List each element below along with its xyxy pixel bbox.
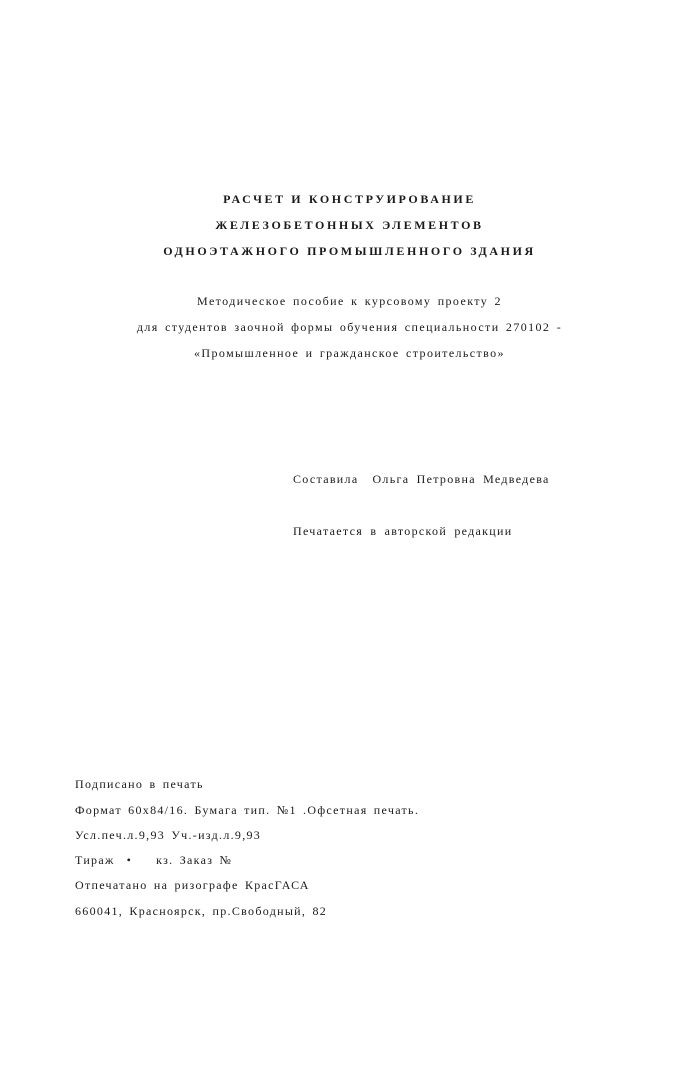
compiler-label: Составила (293, 472, 359, 486)
subtitle-line-3: «Промышленное и гражданское строительство» (194, 346, 505, 360)
imprint-sheets: Усл.печ.л.9,93 Уч.-изд.л.9,93 (75, 828, 262, 842)
imprint-printed: Отпечатано на ризографе КрасГАСА (75, 878, 310, 892)
subtitle-line-1: Методическое пособие к курсовому проекту 2 (197, 294, 502, 308)
imprint-order: кз. Заказ № (156, 853, 233, 867)
edition-note: Печатается в авторской редакции (293, 524, 513, 538)
title-line-1: РАСЧЕТ И КОНСТРУИРОВАНИЕ (223, 192, 476, 206)
compiler-line (293, 472, 550, 487)
imprint-circulation-order (75, 853, 232, 868)
imprint-signed: Подписано в печать (75, 777, 204, 791)
imprint-address: 660041, Красноярск, пр.Свободный, 82 (75, 904, 328, 918)
imprint-circulation-label: Тираж (75, 853, 115, 867)
title-line-3: ОДНОЭТАЖНОГО ПРОМЫШЛЕННОГО ЗДАНИЯ (163, 244, 536, 258)
imprint-format: Формат 60x84/16. Бумага тип. №1 .Офсетная печать. (75, 803, 420, 817)
imprint-circulation-mark: • (126, 853, 133, 867)
title-line-2: ЖЕЛЕЗОБЕТОННЫХ ЭЛЕМЕНТОВ (215, 218, 484, 232)
subtitle-line-2: для студентов заочной формы обучения специальности 270102 - (136, 320, 563, 334)
compiler-name: Ольга Петровна Медведева (372, 472, 550, 486)
